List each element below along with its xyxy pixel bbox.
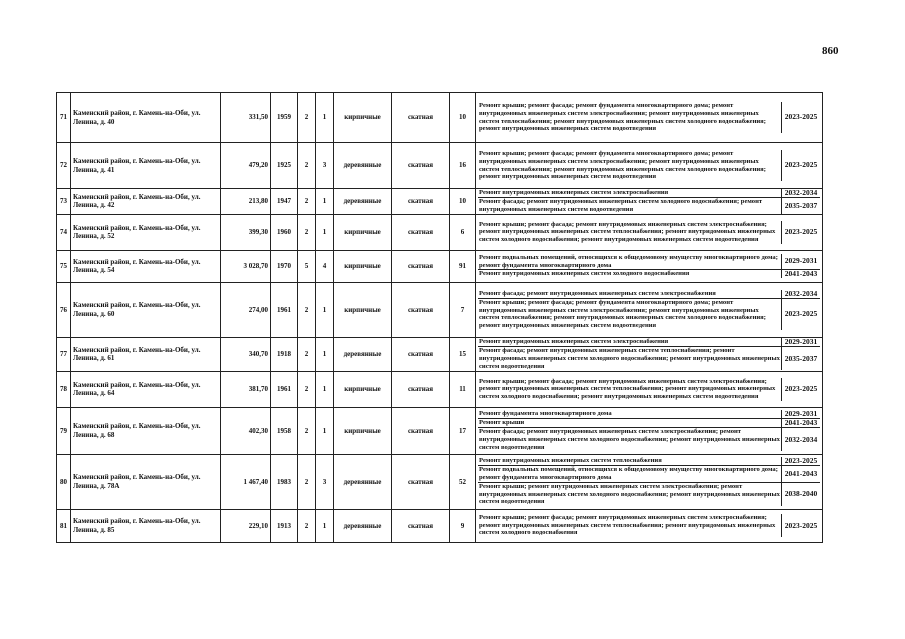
row-number: 73 — [57, 189, 71, 215]
row-floors: 2 — [298, 143, 316, 189]
work-period: 2023-2025 — [781, 378, 820, 401]
work-item — [478, 270, 820, 278]
row-wall-material: деревянные — [334, 509, 392, 542]
row-floors: 2 — [298, 214, 316, 250]
table-row — [57, 407, 823, 454]
work-description: Ремонт фасада; ремонт внутридомовых инженерных систем холодного водоснабжения; ремонт внутридомовых инженерных систем водоотведения — [479, 198, 763, 213]
work-period: 2041-2043 — [781, 419, 820, 427]
row-roof-type: скатная — [392, 454, 450, 509]
row-area: 402,30 — [221, 407, 271, 454]
row-floors: 2 — [298, 509, 316, 542]
work-item — [478, 198, 820, 213]
row-address: Каменский район, г. Камень-на-Оби, ул. Ленина, д. 54 — [71, 250, 221, 282]
housing-register-table — [56, 92, 823, 543]
row-works — [476, 337, 823, 371]
row-works — [476, 509, 823, 542]
work-description: Ремонт крыши; ремонт фасада; ремонт фундамента многоквартирного дома; ремонт внутридомовых инженерных систем электроснабжения; ремонт внутридомовых инженерных систем теплоснабжения; ремонт внутридомовых инженерных систем холодного водоснабжения; ремонт внутридомовых инженерных систем водоотведения — [479, 102, 766, 133]
row-address: Каменский район, г. Камень-на-Оби, ул. Ленина, д. 41 — [71, 143, 221, 189]
row-area: 381,70 — [221, 371, 271, 407]
work-period: 2041-2043 — [781, 270, 820, 278]
work-period: 2032-2034 — [781, 428, 820, 451]
work-period: 2023-2025 — [781, 514, 820, 537]
row-entrances: 1 — [316, 337, 334, 371]
work-description: Ремонт крыши — [479, 419, 525, 427]
row-residents: 16 — [450, 143, 476, 189]
work-description: Ремонт внутридомовых инженерных систем электроснабжения — [479, 189, 669, 196]
row-residents: 17 — [450, 407, 476, 454]
work-description: Ремонт фасада; ремонт внутридомовых инженерных систем электроснабжения — [479, 289, 716, 297]
row-year: 1913 — [271, 509, 298, 542]
row-year: 1958 — [271, 407, 298, 454]
work-period: 2032-2034 — [781, 189, 820, 197]
page-number: 860 — [822, 45, 839, 57]
row-entrances: 1 — [316, 214, 334, 250]
row-address: Каменский район, г. Камень-на-Оби, ул. Ленина, д. 68 — [71, 407, 221, 454]
row-floors: 2 — [298, 282, 316, 337]
table-row — [57, 282, 823, 337]
work-period: 2029-2031 — [781, 338, 820, 346]
row-wall-material: деревянные — [334, 454, 392, 509]
work-description: Ремонт фундамента многоквартирного дома — [479, 409, 612, 417]
work-item — [478, 254, 820, 270]
row-year: 1983 — [271, 454, 298, 509]
row-residents: 10 — [450, 93, 476, 143]
row-roof-type: скатная — [392, 93, 450, 143]
work-item — [478, 150, 820, 181]
table-row — [57, 189, 823, 215]
work-description: Ремонт внутридомовых инженерных систем холодного водоснабжения — [479, 270, 690, 278]
work-item — [478, 299, 820, 330]
row-year: 1918 — [271, 337, 298, 371]
row-roof-type: скатная — [392, 214, 450, 250]
row-roof-type: скатная — [392, 407, 450, 454]
row-roof-type: скатная — [392, 509, 450, 542]
row-works — [476, 371, 823, 407]
row-address: Каменский район, г. Камень-на-Оби, ул. Ленина, д. 61 — [71, 337, 221, 371]
row-wall-material: кирпичные — [334, 93, 392, 143]
row-address: Каменский район, г. Камень-на-Оби, ул. Ленина, д. 85 — [71, 509, 221, 542]
row-wall-material: кирпичные — [334, 214, 392, 250]
row-residents: 91 — [450, 250, 476, 282]
row-residents: 10 — [450, 189, 476, 215]
row-entrances: 3 — [316, 454, 334, 509]
row-year: 1959 — [271, 93, 298, 143]
work-description: Ремонт внутридомовых инженерных систем теплоснабжения — [479, 457, 662, 465]
row-works — [476, 454, 823, 509]
row-area: 1 467,40 — [221, 454, 271, 509]
row-number: 74 — [57, 214, 71, 250]
row-works — [476, 93, 823, 143]
table-row — [57, 214, 823, 250]
row-address: Каменский район, г. Камень-на-Оби, ул. Ленина, д. 40 — [71, 93, 221, 143]
row-entrances: 1 — [316, 509, 334, 542]
work-item — [478, 189, 820, 198]
work-item — [478, 457, 820, 466]
work-item — [478, 410, 820, 419]
row-area: 399,30 — [221, 214, 271, 250]
work-item — [478, 419, 820, 428]
row-works — [476, 214, 823, 250]
row-number: 72 — [57, 143, 71, 189]
row-wall-material: кирпичные — [334, 282, 392, 337]
work-item — [478, 378, 820, 401]
row-entrances: 3 — [316, 143, 334, 189]
table-row — [57, 143, 823, 189]
row-floors: 2 — [298, 371, 316, 407]
row-year: 1961 — [271, 282, 298, 337]
row-floors: 2 — [298, 337, 316, 371]
row-wall-material: деревянные — [334, 143, 392, 189]
table-row — [57, 509, 823, 542]
row-residents: 9 — [450, 509, 476, 542]
row-address: Каменский район, г. Камень-на-Оби, ул. Ленина, д. 64 — [71, 371, 221, 407]
row-residents: 52 — [450, 454, 476, 509]
work-description: Ремонт крыши; ремонт фасада; ремонт внутридомовых инженерных систем электроснабжения; ремонт внутридомовых инженерных систем теплоснабжения; ремонт внутридомовых инженерных систем холодного водоснабжения — [479, 514, 776, 537]
work-description: Ремонт фасада; ремонт внутридомовых инженерных систем электроснабжения; ремонт внутридомовых инженерных систем холодного водоснабжения; ремонт внутридомовых инженерных систем водоотведения — [479, 428, 780, 451]
work-description: Ремонт крыши; ремонт фасада; ремонт внутридомовых инженерных систем электроснабжения; ремонт внутридомовых инженерных систем теплоснабжения; ремонт внутридомовых инженерных систем холодного водоснабжения; ремонт внутридомовых инженерных систем водоотведения — [479, 377, 776, 400]
row-number: 77 — [57, 337, 71, 371]
row-floors: 2 — [298, 93, 316, 143]
row-year: 1925 — [271, 143, 298, 189]
row-number: 81 — [57, 509, 71, 542]
table-row — [57, 337, 823, 371]
row-residents: 6 — [450, 214, 476, 250]
row-address: Каменский район, г. Камень-на-Оби, ул. Ленина, д. 42 — [71, 189, 221, 215]
work-period: 2038-2040 — [781, 483, 820, 506]
row-works — [476, 250, 823, 282]
row-area: 3 028,70 — [221, 250, 271, 282]
work-period: 2023-2025 — [781, 221, 820, 244]
row-entrances: 1 — [316, 189, 334, 215]
row-address: Каменский район, г. Камень-на-Оби, ул. Ленина, д. 52 — [71, 214, 221, 250]
row-year: 1960 — [271, 214, 298, 250]
table-row — [57, 93, 823, 143]
work-period: 2023-2025 — [781, 457, 820, 465]
row-area: 340,70 — [221, 337, 271, 371]
row-wall-material: кирпичные — [334, 371, 392, 407]
row-entrances: 1 — [316, 93, 334, 143]
work-item — [478, 347, 820, 370]
row-area: 213,80 — [221, 189, 271, 215]
work-description: Ремонт крыши; ремонт фасада; ремонт фундамента многоквартирного дома; ремонт внутридомовых инженерных систем электроснабжения; ремонт внутридомовых инженерных систем теплоснабжения; ремонт внутридомовых инженерных систем холодного водоснабжения; ремонт внутридомовых инженерных систем водоотведения — [479, 150, 766, 181]
work-item — [478, 221, 820, 244]
work-item — [478, 102, 820, 133]
work-period: 2035-2037 — [781, 347, 820, 370]
work-item — [478, 290, 820, 299]
row-residents: 7 — [450, 282, 476, 337]
row-works — [476, 282, 823, 337]
work-period: 2029-2031 — [781, 254, 820, 269]
row-entrances: 1 — [316, 407, 334, 454]
row-entrances: 1 — [316, 282, 334, 337]
row-roof-type: скатная — [392, 250, 450, 282]
row-area: 229,10 — [221, 509, 271, 542]
work-description: Ремонт подвальных помещений, относящихся к общедомовому имуществу многоквартирного дома; ремонт фундамента многоквартирного дома — [479, 466, 778, 482]
row-address: Каменский район, г. Камень-на-Оби, ул. Ленина, д. 60 — [71, 282, 221, 337]
work-period: 2032-2034 — [781, 290, 820, 298]
row-number: 75 — [57, 250, 71, 282]
work-description: Ремонт крыши; ремонт фасада; ремонт фундамента многоквартирного дома; ремонт внутридомовых инженерных систем электроснабжения; ремонт внутридомовых инженерных систем теплоснабжения; ремонт внутридомовых инженерных систем холодного водоснабжения; ремонт внутридомовых инженерных систем водоотведения — [479, 298, 766, 329]
row-floors: 2 — [298, 189, 316, 215]
row-wall-material: кирпичные — [334, 407, 392, 454]
row-floors: 2 — [298, 407, 316, 454]
work-description: Ремонт внутридомовых инженерных систем электроснабжения — [479, 337, 669, 345]
work-period: 2023-2025 — [781, 299, 820, 330]
row-residents: 11 — [450, 371, 476, 407]
table-row — [57, 250, 823, 282]
row-year: 1961 — [271, 371, 298, 407]
work-description: Ремонт крыши; ремонт внутридомовых инженерных систем электроснабжения; ремонт внутридомовых инженерных систем холодного водоснабжения; ремонт внутридомовых инженерных систем водоотведения — [479, 482, 780, 506]
work-period: 2035-2037 — [781, 198, 820, 213]
work-period: 2023-2025 — [781, 102, 820, 133]
row-wall-material: деревянные — [334, 337, 392, 371]
work-item — [478, 466, 820, 482]
row-works — [476, 143, 823, 189]
row-roof-type: скатная — [392, 337, 450, 371]
row-entrances: 4 — [316, 250, 334, 282]
row-floors: 5 — [298, 250, 316, 282]
work-description: Ремонт подвальных помещений, относящихся к общедомовому имуществу многоквартирного дома; ремонт фундамента многоквартирного дома — [479, 253, 778, 269]
row-area: 274,00 — [221, 282, 271, 337]
table-body — [57, 93, 823, 543]
row-wall-material: деревянные — [334, 189, 392, 215]
row-number: 76 — [57, 282, 71, 337]
row-residents: 15 — [450, 337, 476, 371]
row-entrances: 1 — [316, 371, 334, 407]
row-wall-material: кирпичные — [334, 250, 392, 282]
row-roof-type: скатная — [392, 282, 450, 337]
row-number: 79 — [57, 407, 71, 454]
row-address: Каменский район, г. Камень-на-Оби, ул. Ленина, д. 78А — [71, 454, 221, 509]
row-roof-type: скатная — [392, 189, 450, 215]
row-area: 331,50 — [221, 93, 271, 143]
row-number: 71 — [57, 93, 71, 143]
row-roof-type: скатная — [392, 371, 450, 407]
row-number: 78 — [57, 371, 71, 407]
work-period: 2029-2031 — [781, 410, 820, 418]
row-year: 1970 — [271, 250, 298, 282]
work-item — [478, 514, 820, 537]
work-item — [478, 483, 820, 506]
work-period: 2041-2043 — [781, 466, 820, 481]
work-period: 2023-2025 — [781, 150, 820, 181]
row-area: 479,20 — [221, 143, 271, 189]
row-works — [476, 189, 823, 215]
work-description: Ремонт фасада; ремонт внутридомовых инженерных систем теплоснабжения; ремонт внутридомовых инженерных систем холодного водоснабжения; ремонт внутридомовых инженерных систем водоотведения — [479, 347, 780, 370]
table-row — [57, 371, 823, 407]
row-year: 1947 — [271, 189, 298, 215]
table-row — [57, 454, 823, 509]
row-works — [476, 407, 823, 454]
work-item — [478, 428, 820, 451]
work-item — [478, 338, 820, 347]
row-number: 80 — [57, 454, 71, 509]
row-floors: 2 — [298, 454, 316, 509]
row-roof-type: скатная — [392, 143, 450, 189]
work-description: Ремонт крыши; ремонт фасада; ремонт внутридомовых инженерных систем электроснабжения; ремонт внутридомовых инженерных систем теплоснабжения; ремонт внутридомовых инженерных систем холодного водоснабжения; ремонт внутридомовых инженерных систем водоотведения — [479, 220, 776, 243]
